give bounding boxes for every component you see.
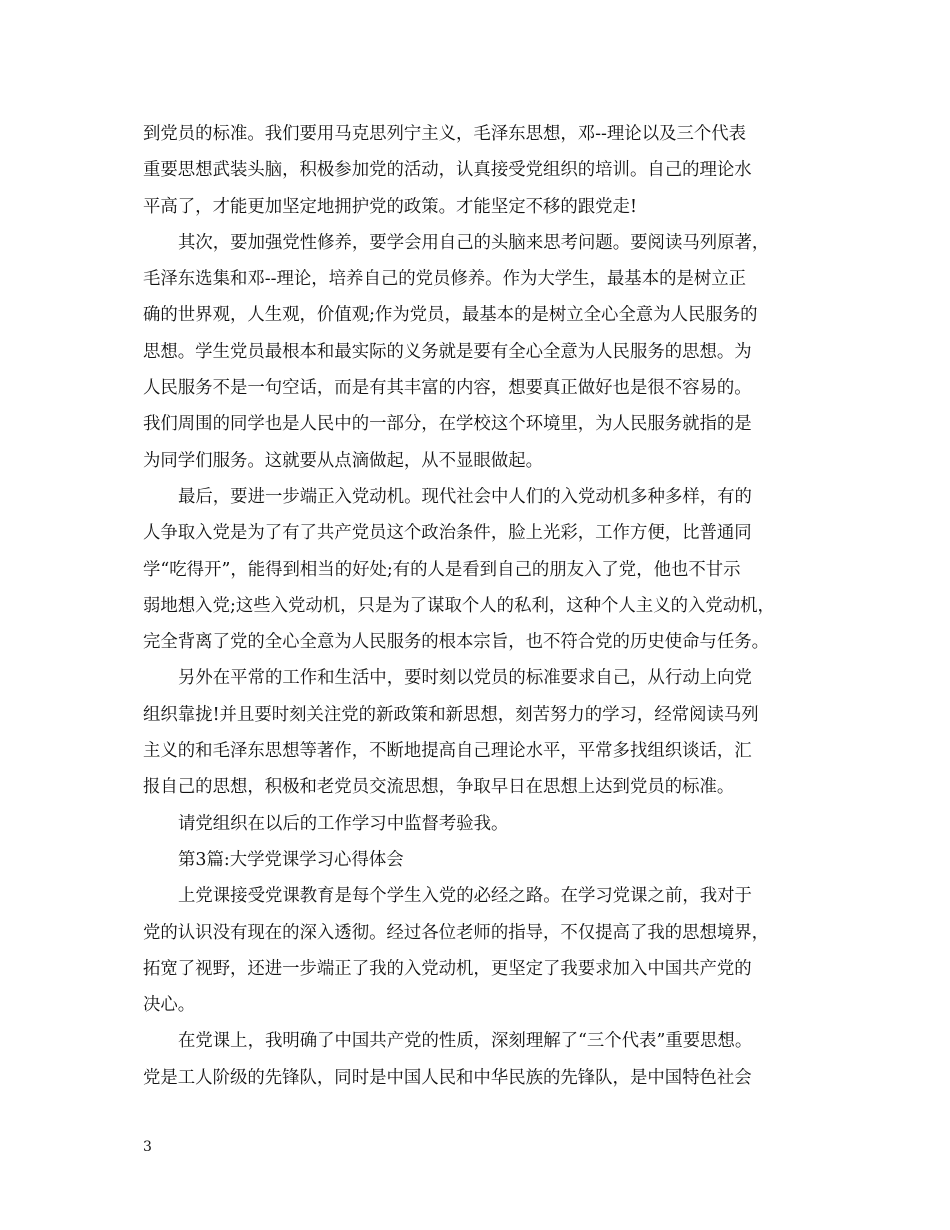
text-line: 报自己的思想，积极和老党员交流思想，争取早日在思想上达到党员的标准。 bbox=[143, 777, 735, 798]
text-line: 确的世界观，人生观，价值观;作为党员，最基本的是树立全心全意为人民服务的 bbox=[143, 305, 758, 326]
text-line: 学“吃得开”，能得到相当的好处;有的人是看到自己的朋友入了党，他也不甘示 bbox=[143, 559, 741, 580]
text-line: 完全背离了党的全心全意为人民服务的根本宗旨，也不符合党的历史使命与任务。 bbox=[143, 632, 770, 653]
text-line: 人民服务不是一句空话，而是有其丰富的内容，想要真正做好也是很不容易的。 bbox=[143, 378, 752, 399]
text-line: 思想。学生党员最根本和最实际的义务就是要有全心全意为人民服务的思想。为 bbox=[143, 341, 752, 362]
text-line: 人争取入党是为了有了共产党员这个政治条件，脸上光彩，工作方便，比普通同 bbox=[143, 523, 752, 544]
text-line: 我们周围的同学也是人民中的一部分，在学校这个环境里，为人民服务就指的是 bbox=[143, 414, 752, 435]
text-line: 第3篇:大学党课学习心得体会 bbox=[178, 849, 404, 870]
text-line: 重要思想武装头脑，积极参加党的活动，认真接受党组织的培训。自己的理论水 bbox=[143, 160, 752, 181]
text-line: 决心。 bbox=[143, 995, 196, 1016]
text-line: 弱地想入党;这些入党动机，只是为了谋取个人的私利，这种个人主义的入党动机， bbox=[143, 595, 775, 616]
text-line: 党的认识没有现在的深入透彻。经过各位老师的指导，不仅提高了我的思想境界， bbox=[143, 922, 770, 943]
text-line: 组织靠拢!并且要时刻关注党的新政策和新思想，刻苦努力的学习，经常阅读马列 bbox=[143, 704, 759, 725]
text-line: 拓宽了视野，还进一步端正了我的入党动机，更坚定了我要求加入中国共产党的 bbox=[143, 958, 752, 979]
text-line: 主义的和毛泽东思想等著作，不断地提高自己理论水平，平常多找组织谈话，汇 bbox=[143, 741, 752, 762]
page-number: 3 bbox=[143, 1139, 152, 1155]
text-line: 其次，要加强党性修养，要学会用自己的头脑来思考问题。要阅读马列原著， bbox=[178, 232, 770, 253]
text-line: 在党课上，我明确了中国共产党的性质，深刻理解了“三个代表”重要思想。 bbox=[178, 1031, 753, 1052]
text-line: 为同学们服务。这就要从点滴做起，从不显眼做起。 bbox=[143, 450, 543, 471]
text-line: 上党课接受党课教育是每个学生入党的必经之路。在学习党课之前，我对于 bbox=[178, 886, 752, 907]
text-line: 毛泽东选集和邓--理论，培养自己的党员修养。作为大学生，最基本的是树立正 bbox=[143, 269, 747, 290]
text-line: 另外在平常的工作和生活中，要时刻以党员的标准要求自己，从行动上向党 bbox=[178, 668, 752, 689]
text-line: 最后，要进一步端正入党动机。现代社会中人们的入党动机多种多样，有的 bbox=[178, 486, 752, 507]
text-line: 党是工人阶级的先锋队，同时是中国人民和中华民族的先锋队，是中国特色社会 bbox=[143, 1067, 752, 1088]
text-line: 到党员的标准。我们要用马克思列宁主义，毛泽东思想，邓--理论以及三个代表 bbox=[143, 124, 747, 144]
document-body bbox=[143, 116, 813, 1096]
text-line: 平高了，才能更加坚定地拥护党的政策。才能坚定不移的跟党走! bbox=[143, 196, 637, 217]
text-line: 请党组织在以后的工作学习中监督考验我。 bbox=[178, 813, 509, 834]
